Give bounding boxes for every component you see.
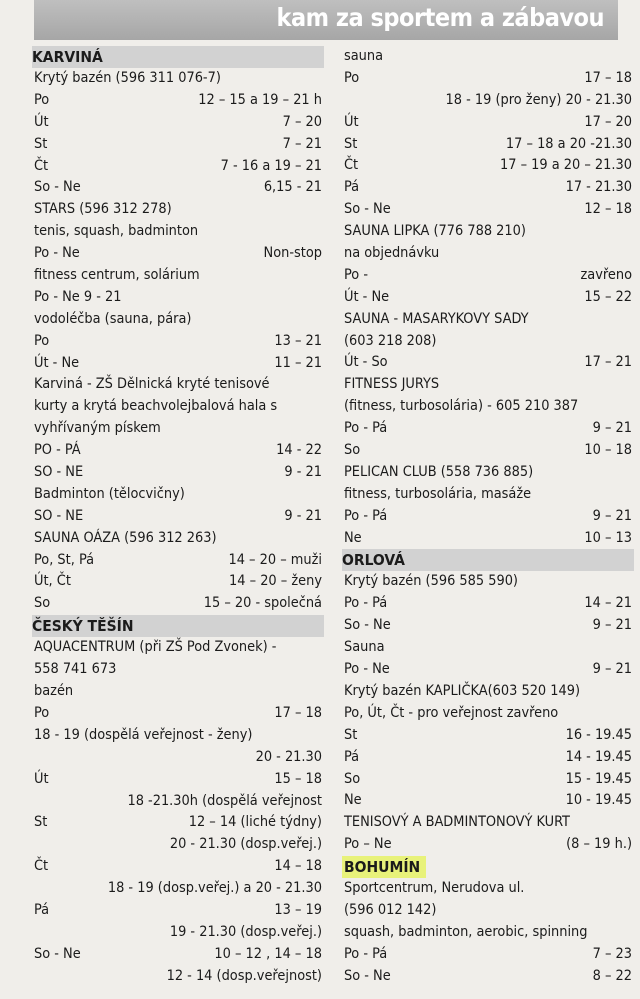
venue-line: SAUNA - MASARYKOVY SADY (344, 310, 529, 327)
hours-row (34, 331, 322, 353)
day-label: So (344, 770, 361, 787)
hours-value: 18 - 19 (pro ženy) 20 - 21.30 (445, 91, 632, 108)
venue-line: fitness, turbosolária, masáže (344, 485, 532, 502)
day-label: Út - So (344, 354, 388, 371)
hours-value: 7 – 21 (282, 135, 322, 152)
hours-value: 14 – 18 (274, 858, 322, 875)
hours-row (344, 90, 632, 112)
hours-value: 17 – 21 (584, 354, 632, 371)
venue-line: AQUACENTRUM (při ZŠ Pod Zvonek) - (34, 639, 277, 656)
day-label: Po - Ne (34, 245, 80, 262)
hours-row (34, 112, 322, 134)
hours-value: 20 - 21.30 (255, 748, 322, 765)
hours-value: 9 – 21 (592, 661, 632, 678)
venue-line: STARS (596 312 278) (34, 201, 172, 218)
day-label: Út, Čt (34, 573, 71, 590)
hours-row (34, 571, 322, 593)
venue-line: FITNESS JURYS (344, 376, 440, 393)
hours-row (34, 791, 322, 813)
venue-line: Krytý bazén (596 311 076-7) (34, 70, 221, 86)
hours-value: 7 – 20 (282, 113, 322, 130)
venue-line: TENISOVÝ A BADMINTONOVÝ KURT (344, 814, 570, 831)
city-heading: KARVINÁ (32, 46, 324, 68)
venue-line: Po - Ne 9 - 21 (34, 288, 122, 305)
day-label: Út (34, 770, 49, 787)
venue-line: vyhřívaným pískem (34, 420, 161, 437)
hours-row (344, 287, 632, 309)
hours-value: 18 -21.30h (dospělá veřejnost (127, 792, 322, 809)
day-label: St (344, 726, 358, 743)
hours-value: 15 - 19.45 (565, 770, 632, 787)
day-label: St (344, 135, 358, 152)
day-label: So - Ne (344, 201, 391, 218)
hours-value: 6,15 - 21 (263, 179, 322, 196)
venue-line: squash, badminton, aerobic, spinning (344, 923, 588, 940)
hours-row (344, 265, 632, 287)
venue-line: vodoléčba (sauna, pára) (34, 310, 192, 327)
hours-value: 11 – 21 (274, 354, 322, 371)
left-column (34, 46, 322, 988)
hours-row (344, 834, 632, 856)
hours-row (34, 134, 322, 156)
hours-row (34, 856, 322, 878)
city-heading: BOHUMÍN (342, 856, 426, 878)
day-label: Út - Ne (34, 354, 80, 371)
venue-line: sauna (344, 48, 384, 64)
venue-line: fitness centrum, solárium (34, 267, 200, 284)
venue-line: SAUNA LIPKA (776 788 210) (344, 223, 526, 240)
day-label: So - Ne (34, 945, 81, 962)
hours-value: 10 - 19.45 (565, 792, 632, 809)
hours-row (344, 352, 632, 374)
venue-line: SAUNA OÁZA (596 312 263) (34, 529, 217, 546)
hours-value: 10 – 18 (584, 442, 632, 459)
day-label: Po (34, 332, 50, 349)
hours-value: 12 – 18 (584, 201, 632, 218)
venue-line: kurty a krytá beachvolejbalová hala s (34, 398, 278, 415)
venue-line: Badminton (tělocvičny) (34, 485, 185, 502)
hours-value: 17 – 19 a 20 – 21.30 (499, 157, 632, 174)
hours-value: 15 – 18 (274, 770, 322, 787)
hours-row (344, 747, 632, 769)
hours-row (34, 440, 322, 462)
hours-value: 12 – 15 a 19 – 21 h (198, 91, 322, 108)
city-heading: ORLOVÁ (342, 549, 634, 571)
hours-value: 9 - 21 (284, 507, 322, 524)
hours-row (34, 834, 322, 856)
venue-line: Po, Út, Čt - pro veřejnost zavřeno (344, 704, 559, 721)
city-heading: ČESKÝ TĚŠÍN (32, 615, 324, 637)
hours-value: 13 – 21 (274, 332, 322, 349)
hours-row (34, 462, 322, 484)
hours-row (34, 944, 322, 966)
venue-line: (596 012 142) (344, 901, 437, 918)
venue-line: Sauna (344, 639, 385, 656)
hours-row (344, 177, 632, 199)
day-label: So (34, 595, 51, 612)
hours-row (344, 659, 632, 681)
hours-row (34, 703, 322, 725)
right-column (344, 46, 632, 988)
hours-value: 9 – 21 (592, 420, 632, 437)
venue-line: Krytý bazén (596 585 590) (344, 573, 518, 590)
hours-value: 13 – 19 (274, 901, 322, 918)
day-label: Ne (344, 529, 362, 546)
day-label: Po - Pá (344, 420, 388, 437)
hours-row (344, 944, 632, 966)
hours-value: 20 - 21.30 (dosp.veřej.) (169, 836, 322, 853)
hours-row (344, 199, 632, 221)
hours-row (344, 506, 632, 528)
hours-value: 17 – 18 (584, 69, 632, 86)
day-label: Po - Pá (344, 945, 388, 962)
hours-row (344, 528, 632, 550)
day-label: SO - NE (34, 464, 84, 481)
hours-value: 9 - 21 (284, 464, 322, 481)
day-label: Pá (344, 748, 360, 765)
day-label: Pá (344, 179, 360, 196)
day-label: St (34, 135, 48, 152)
hours-row (34, 769, 322, 791)
hours-value: 7 – 23 (592, 945, 632, 962)
hours-value: 10 – 13 (584, 529, 632, 546)
hours-value: 10 – 12 , 14 – 18 (214, 945, 322, 962)
hours-row (34, 353, 322, 375)
hours-value: 14 - 19.45 (565, 748, 632, 765)
hours-row (34, 900, 322, 922)
day-label: Po, St, Pá (34, 551, 95, 568)
venue-line: Krytý bazén KAPLIČKA(603 520 149) (344, 682, 581, 699)
hours-value: Non-stop (263, 245, 322, 262)
day-label: Po – Ne (344, 836, 392, 853)
day-label: Po (34, 704, 50, 721)
day-label: Po (344, 69, 360, 86)
venue-line: PELICAN CLUB (558 736 885) (344, 463, 534, 480)
hours-row (344, 769, 632, 791)
hours-value: 17 - 21.30 (565, 179, 632, 196)
hours-value: 12 - 14 (dosp.veřejnost) (166, 967, 322, 984)
venue-line: Sportcentrum, Nerudova ul. (344, 880, 525, 897)
hours-value: 14 - 22 (276, 442, 322, 459)
day-label: Čt (344, 157, 359, 174)
venue-line: (fitness, turbosolária) - 605 210 387 (344, 398, 579, 415)
hours-row (34, 156, 322, 178)
hours-row (34, 878, 322, 900)
hours-row (344, 440, 632, 462)
hours-value: 16 - 19.45 (565, 726, 632, 743)
day-label: PO - PÁ (34, 442, 81, 459)
day-label: Po (34, 91, 50, 108)
hours-row (344, 68, 632, 90)
hours-row (344, 418, 632, 440)
day-label: So (344, 442, 361, 459)
hours-value: 8 – 22 (592, 967, 632, 984)
hours-value: 7 - 16 a 19 – 21 (220, 157, 322, 174)
hours-row (34, 177, 322, 199)
venue-line: 18 - 19 (dospělá veřejnost - ženy) (34, 726, 253, 743)
hours-value: 14 – 21 (584, 595, 632, 612)
day-label: So - Ne (344, 617, 391, 634)
day-label: Čt (34, 858, 49, 875)
day-label: Po - Ne (344, 661, 390, 678)
hours-row (344, 615, 632, 637)
venue-line: bazén (34, 683, 74, 700)
hours-value: 15 – 22 (584, 288, 632, 305)
hours-row (344, 112, 632, 134)
venue-line: (603 218 208) (344, 332, 437, 349)
hours-row (344, 593, 632, 615)
hours-value: 15 – 20 - společná (203, 595, 322, 612)
day-label: Čt (34, 157, 49, 174)
venue-line: na objednávku (344, 245, 440, 262)
hours-row (34, 243, 322, 265)
hours-value: 17 – 20 (584, 113, 632, 130)
hours-row (34, 812, 322, 834)
day-label: Út - Ne (344, 288, 390, 305)
venue-line: Karviná - ZŠ Dělnická kryté tenisové (34, 376, 270, 393)
hours-value: 9 – 21 (592, 617, 632, 634)
day-label: Ne (344, 792, 362, 809)
venue-line: 558 741 673 (34, 661, 117, 678)
day-label: Pá (34, 901, 50, 918)
hours-value: 12 – 14 (liché týdny) (188, 814, 322, 831)
hours-row (344, 155, 632, 177)
hours-row (34, 922, 322, 944)
day-label: Po - (344, 266, 368, 283)
hours-row (344, 966, 632, 988)
hours-row (34, 966, 322, 988)
hours-value: 17 – 18 a 20 -21.30 (505, 135, 632, 152)
hours-value: 14 – 20 – muži (228, 551, 322, 568)
hours-row (344, 134, 632, 156)
hours-row (34, 506, 322, 528)
day-label: Út (344, 113, 359, 130)
hours-value: 18 - 19 (dosp.veřej.) a 20 - 21.30 (107, 880, 322, 897)
hours-value: (8 – 19 h.) (566, 836, 632, 853)
day-label: Po - Pá (344, 507, 388, 524)
day-label: So - Ne (344, 967, 391, 984)
hours-value: zavřeno (580, 266, 632, 283)
day-label: SO - NE (34, 507, 84, 524)
day-label: So - Ne (34, 179, 81, 196)
hours-value: 17 – 18 (274, 704, 322, 721)
hours-row (34, 90, 322, 112)
day-label: Út (34, 113, 49, 130)
day-label: St (34, 814, 48, 831)
hours-row (34, 550, 322, 572)
hours-value: 9 – 21 (592, 507, 632, 524)
hours-row (34, 747, 322, 769)
venue-line: tenis, squash, badminton (34, 223, 199, 240)
hours-row (34, 593, 322, 615)
hours-value: 19 - 21.30 (dosp.veřej.) (169, 923, 322, 940)
hours-value: 14 – 20 – ženy (229, 573, 322, 590)
day-label: Po - Pá (344, 595, 388, 612)
page-title: kam za sportem a zábavou (276, 3, 604, 32)
hours-row (344, 790, 632, 812)
hours-row (344, 725, 632, 747)
header-banner (34, 0, 618, 40)
